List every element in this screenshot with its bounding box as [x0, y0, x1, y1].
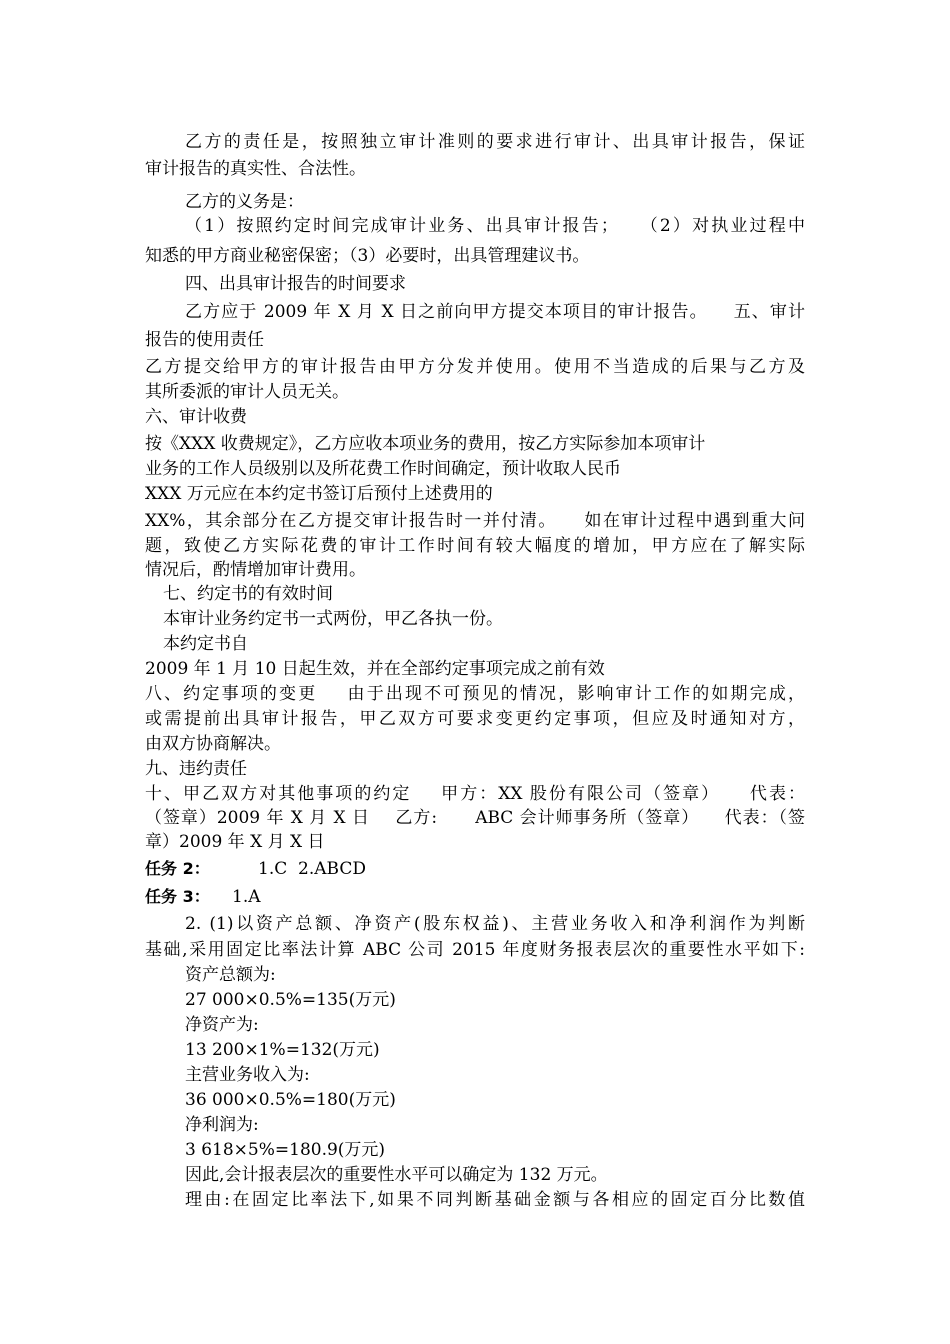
calc-line: 资产总额为:: [185, 965, 276, 985]
paragraph-line: 十、甲乙双方对其他事项的约定 甲方：XX 股份有限公司（签章） 代表：: [145, 784, 805, 804]
task-3-label: 任务 3：: [145, 887, 210, 906]
calc-line: 36 000×0.5%=180(万元): [185, 1090, 396, 1110]
paragraph-line: 情况后，酌情增加审计费用。: [145, 560, 366, 580]
paragraph-line: 乙方应于 2009 年 X 月 X 日之前向甲方提交本项目的审计报告。 五、审计: [185, 302, 805, 322]
paragraph-line: 2009 年 1 月 10 日起生效，并在全部约定事项完成之前有效: [145, 659, 605, 679]
paragraph-line: 业务的工作人员级别以及所花费工作时间确定，预计收取人民币: [145, 459, 621, 479]
paragraph-line: （1）按照约定时间完成审计业务、出具审计报告； （2）对执业过程中: [185, 216, 805, 236]
paragraph-line: 本约定书自: [163, 634, 248, 654]
calc-line: 理由:在固定比率法下,如果不同判断基础金额与各相应的固定百分比数值: [185, 1190, 805, 1210]
paragraph-line: 其所委派的审计人员无关。: [145, 382, 349, 402]
paragraph-line: 报告的使用责任: [145, 330, 264, 350]
paragraph-line: 审计报告的真实性、合法性。: [145, 159, 366, 179]
section-heading: 九、违约责任: [145, 759, 247, 779]
paragraph-line: 八、约定事项的变更 由于出现不可预见的情况，影响审计工作的如期完成，: [145, 684, 805, 704]
paragraph-line: 由双方协商解决。: [145, 734, 281, 754]
task-3-answer: 1.A: [232, 887, 261, 907]
paragraph-line: XXX 万元应在本约定书签订后预付上述费用的: [145, 484, 493, 504]
paragraph-line: 乙方提交给甲方的审计报告由甲方分发并使用。使用不当造成的后果与乙方及: [145, 357, 805, 377]
paragraph-line: 本审计业务约定书一式两份，甲乙各执一份。: [163, 609, 503, 629]
paragraph-line: 或需提前出具审计报告，甲乙双方可要求变更约定事项，但应及时通知对方，: [145, 709, 805, 729]
paragraph-line: 章）2009 年 X 月 X 日: [145, 832, 325, 852]
paragraph-line: 乙方的义务是：: [185, 192, 304, 212]
section-heading: 六、审计收费: [145, 407, 247, 427]
paragraph-line: （签章）2009 年 X 月 X 日 乙方: ABC 会计师事务所（签章） 代表：（签: [145, 808, 805, 828]
calc-line: 基础,采用固定比率法计算 ABC 公司 2015 年度财务报表层次的重要性水平如下:: [145, 940, 805, 960]
task-2-label: 任务 2：: [145, 859, 210, 878]
calc-line: 净利润为:: [185, 1115, 259, 1135]
calc-line: 因此,会计报表层次的重要性水平可以确定为 132 万元。: [185, 1165, 608, 1185]
task-2-answer: 1.C 2.ABCD: [258, 859, 366, 879]
calc-line: 2. (1)以资产总额、净资产(股东权益)、主营业务收入和净利润作为判断: [185, 914, 805, 934]
calc-line: 13 200×1%=132(万元): [185, 1040, 380, 1060]
paragraph-line: 乙方的责任是，按照独立审计准则的要求进行审计、出具审计报告，保证: [185, 132, 805, 152]
calc-line: 主营业务收入为:: [185, 1065, 310, 1085]
calc-line: 净资产为:: [185, 1015, 259, 1035]
section-heading: 七、约定书的有效时间: [163, 584, 333, 604]
section-heading: 四、出具审计报告的时间要求: [185, 274, 406, 294]
paragraph-line: 按《XXX 收费规定》，乙方应收本项业务的费用，按乙方实际参加本项审计: [145, 434, 706, 454]
paragraph-line: 题，致使乙方实际花费的审计工作时间有较大幅度的增加，甲方应在了解实际: [145, 536, 805, 556]
paragraph-line: 知悉的甲方商业秘密保密；（3）必要时，出具管理建议书。: [145, 246, 590, 266]
calc-line: 27 000×0.5%=135(万元): [185, 990, 396, 1010]
calc-line: 3 618×5%=180.9(万元): [185, 1140, 386, 1160]
paragraph-line: XX%，其余部分在乙方提交审计报告时一并付清。 如在审计过程中遇到重大问: [145, 511, 805, 531]
